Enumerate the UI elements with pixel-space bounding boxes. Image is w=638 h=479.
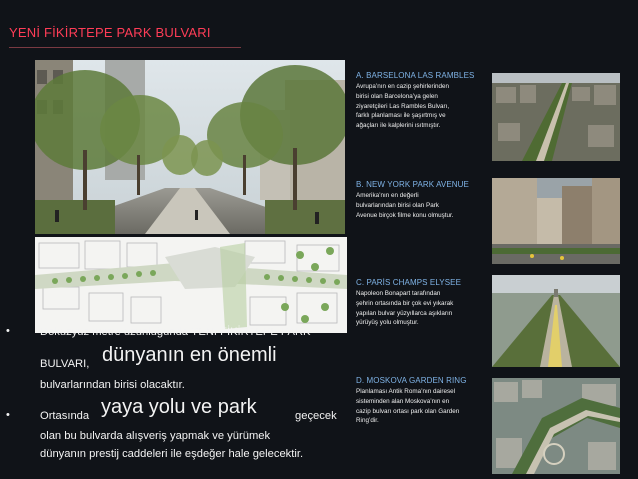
city-block-barcelona: [356, 71, 494, 131]
bullet-1-line-1: Dokuzyüz metre uzunluğunda YENİ FİKİRTEPE PARK: [40, 326, 311, 338]
paris-photo: [492, 275, 620, 367]
boulevard-render-image: [35, 60, 345, 234]
city-description: Napoleon Bonapart tarafından şehrin ortasında bir çok evi yıkarak yapılan bulvar yüzyıllarca aşıkların yürüyüş yolu olmuştur.: [356, 290, 454, 327]
site-plan-image: [35, 237, 347, 333]
moscow-photo: [492, 378, 620, 474]
title-area: [9, 25, 629, 51]
city-block-moscow: [356, 376, 496, 426]
title-underline: [9, 47, 241, 48]
bullet-2-line-3: dünyanın prestij caddeleri ile eşdeğer hale gelecektir.: [40, 448, 304, 460]
city-heading: B. NEW YORK PARK AVENUE: [356, 180, 469, 189]
city-description: Amerika’nın en değerli bulvarlarından birisi olan Park Avenue birçok filme konu olmuştur.: [356, 192, 454, 219]
bullet-2-line-1a: Ortasında: [40, 410, 90, 422]
bullet-2-line-1c: geçecek: [295, 410, 337, 422]
bullet-1-highlight: dünyanın en önemli: [102, 344, 277, 366]
slide-title: YENİ FİKİRTEPE PARK BULVARI: [9, 25, 211, 40]
city-description: Planlaması Antik Roma’nın dairesel sisteminden alan Moskova’nın en cazip bulvarı ortası park olan Garden Ring’dir.: [356, 388, 460, 425]
barcelona-photo: [492, 73, 620, 161]
city-heading: A. BARSELONA LAS RAMBLES: [356, 71, 475, 80]
city-heading: C. PARİS CHAMPS ELYSEE: [356, 278, 462, 287]
bullet-2-line-2: olan bu bulvarda alışveriş yapmak ve yürümek: [40, 430, 271, 442]
bullet-marker: •: [6, 325, 10, 337]
city-block-paris: [356, 278, 494, 328]
bullet-1-line-2a: BULVARI,: [40, 358, 90, 370]
city-block-new-york: [356, 180, 494, 220]
bullet-2-highlight: yaya yolu ve park: [101, 396, 257, 418]
city-description: Avrupa’nın en cazip şehirlerinden birisi olan Barcelona’ya gelen ziyaretçileri Las Rambles Bulvarı, farklı planlaması ile şaşırtmış ve ağaçları ile kalplerini ısıtmıştır.: [356, 83, 450, 129]
new-york-photo: [492, 178, 620, 264]
bullet-marker: •: [6, 409, 10, 421]
city-heading: D. MOSKOVA GARDEN RING: [356, 376, 467, 385]
bullet-1-line-3: bulvarlarından birisi olacaktır.: [40, 379, 185, 391]
